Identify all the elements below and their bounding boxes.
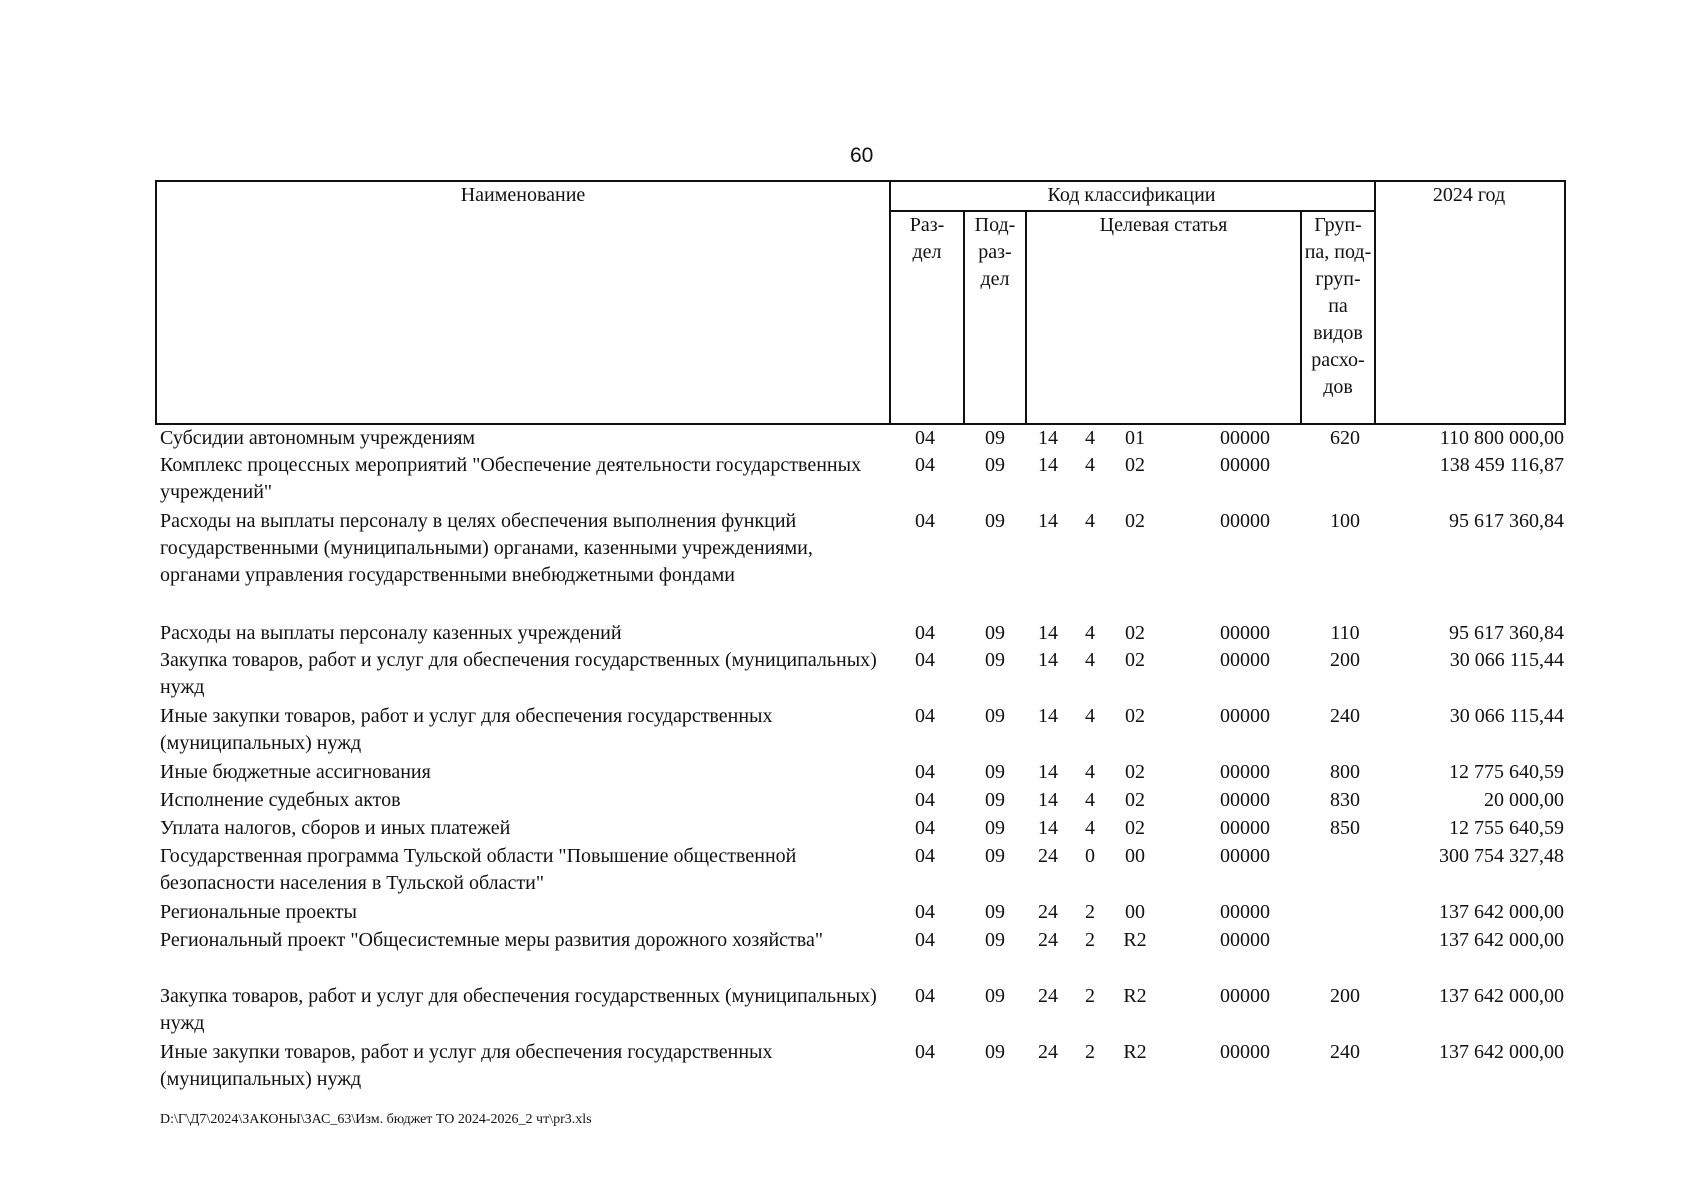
cell-sum: 138 459 116,87 [1439,454,1564,476]
cell-name: Иные бюджетные ассигнования [160,761,431,783]
cell-podrazdel: 09 [985,705,1005,727]
cell-podrazdel: 09 [985,817,1005,839]
cell-cs4: 00000 [1220,901,1270,923]
table-row [155,620,1566,647]
cell-cs4: 00000 [1220,845,1270,867]
cell-razdel: 04 [915,817,935,839]
cell-cs2: 4 [1085,817,1095,839]
cell-razdel: 04 [915,622,935,644]
cell-cs3: 02 [1125,705,1145,727]
cell-cs4: 00000 [1220,649,1270,671]
cell-cs2: 4 [1085,705,1095,727]
cell-cs2: 4 [1085,761,1095,783]
cell-name: Иные закупки товаров, работ и услуг для обеспечения государственных (муниципальных) нужд [160,705,773,754]
table-row [155,647,1566,703]
header-vid-rashodov: Груп- па, под- груп- па видов расхо- дов [1304,214,1372,398]
cell-cs3: 02 [1125,817,1145,839]
table-row [155,452,1566,508]
cell-podrazdel: 09 [985,510,1005,532]
cell-sum: 137 642 000,00 [1439,929,1564,951]
cell-podrazdel: 09 [985,845,1005,867]
header-year: 2024 год [1432,184,1506,206]
cell-cs2: 4 [1085,622,1095,644]
cell-cs3: 01 [1125,427,1145,449]
cell-cs1: 24 [1038,901,1058,923]
cell-cs3: 02 [1125,622,1145,644]
cell-razdel: 04 [915,510,935,532]
cell-cs2: 4 [1085,649,1095,671]
table-row [155,843,1566,899]
cell-razdel: 04 [915,454,935,476]
cell-razdel: 04 [915,901,935,923]
table-row [155,899,1566,927]
cell-cs1: 14 [1038,705,1058,727]
header-razdel: Раз- дел [909,214,945,263]
cell-sum: 137 642 000,00 [1439,1041,1564,1063]
cell-cs1: 24 [1038,845,1058,867]
cell-cs3: 02 [1125,454,1145,476]
cell-podrazdel: 09 [985,901,1005,923]
cell-cs4: 00000 [1220,929,1270,951]
file-path-footer: D:\Г\Д7\2024\ЗАКОНЫ\ЗАС_63\Изм. бюджет ТО 2024-2026_2 чт\pr3.xls [160,1112,592,1127]
cell-cs3: 02 [1125,761,1145,783]
table-row [155,508,1566,620]
cell-podrazdel: 09 [985,622,1005,644]
cell-podrazdel: 09 [985,985,1005,1007]
cell-sum: 95 617 360,84 [1449,622,1564,644]
cell-cs3: 00 [1125,901,1145,923]
cell-cs2: 2 [1085,985,1095,1007]
cell-vr: 800 [1330,761,1360,783]
cell-name: Региональный проект "Общесистемные меры развития дорожного хозяйства" [160,929,823,951]
header-celevaya-statya: Целевая статья [1099,214,1228,236]
cell-razdel: 04 [915,985,935,1007]
cell-cs1: 24 [1038,1041,1058,1063]
cell-podrazdel: 09 [985,454,1005,476]
cell-cs3: 02 [1125,510,1145,532]
cell-name: Региональные проекты [160,901,357,923]
cell-cs2: 2 [1085,901,1095,923]
cell-cs2: 4 [1085,454,1095,476]
cell-vr: 240 [1330,705,1360,727]
cell-sum: 30 066 115,44 [1449,649,1564,671]
cell-name: Государственная программа Тульской области "Повышение общественной безопасности населения в Тульской области" [160,845,797,894]
cell-cs2: 4 [1085,427,1095,449]
cell-cs4: 00000 [1220,1041,1270,1063]
cell-vr: 850 [1330,817,1360,839]
cell-podrazdel: 09 [985,427,1005,449]
cell-vr: 200 [1330,649,1360,671]
header-divider [1025,211,1027,423]
cell-podrazdel: 09 [985,649,1005,671]
cell-cs2: 2 [1085,1041,1095,1063]
cell-sum: 110 800 000,00 [1439,427,1564,449]
header-name: Наименование [460,184,586,206]
cell-podrazdel: 09 [985,789,1005,811]
cell-name: Закупка товаров, работ и услуг для обеспечения государственных (муниципальных) нужд [160,649,877,698]
cell-razdel: 04 [915,761,935,783]
page-number: 60 [850,144,874,167]
cell-sum: 95 617 360,84 [1449,510,1564,532]
cell-cs1: 14 [1038,427,1058,449]
cell-cs4: 00000 [1220,985,1270,1007]
cell-name: Исполнение судебных актов [160,789,401,811]
cell-cs4: 00000 [1220,454,1270,476]
cell-name: Закупка товаров, работ и услуг для обеспечения государственных (муниципальных) нужд [160,985,877,1034]
table-row [155,703,1566,759]
cell-sum: 12 755 640,59 [1449,817,1564,839]
cell-sum: 20 000,00 [1484,789,1564,811]
cell-name: Расходы на выплаты персоналу в целях обеспечения выполнения функций государственными (муниципальными) органами, казенными учреждениями, органами управления государственными внебюджетными фондами [160,510,813,586]
cell-vr: 110 [1330,622,1360,644]
cell-cs1: 14 [1038,622,1058,644]
cell-podrazdel: 09 [985,1041,1005,1063]
cell-cs2: 0 [1085,845,1095,867]
cell-cs3: R2 [1123,929,1147,951]
cell-podrazdel: 09 [985,929,1005,951]
cell-razdel: 04 [915,649,935,671]
cell-name: Уплата налогов, сборов и иных платежей [160,817,511,839]
table-row [155,759,1566,787]
cell-name: Субсидии автономным учреждениям [160,427,476,449]
table-row [155,787,1566,815]
cell-vr: 100 [1330,510,1360,532]
cell-name: Расходы на выплаты персоналу казенных учреждений [160,622,622,644]
cell-cs3: R2 [1123,1041,1147,1063]
cell-cs4: 00000 [1220,789,1270,811]
cell-razdel: 04 [915,789,935,811]
cell-razdel: 04 [915,705,935,727]
table-header [155,180,1566,425]
table-row [155,815,1566,843]
cell-cs1: 14 [1038,510,1058,532]
table-row [155,927,1566,983]
cell-sum: 12 775 640,59 [1449,761,1564,783]
cell-cs1: 14 [1038,789,1058,811]
cell-cs4: 00000 [1220,427,1270,449]
cell-sum: 137 642 000,00 [1439,985,1564,1007]
cell-cs3: 02 [1125,649,1145,671]
cell-cs4: 00000 [1220,761,1270,783]
cell-vr: 620 [1330,427,1360,449]
cell-vr: 830 [1330,789,1360,811]
cell-razdel: 04 [915,427,935,449]
cell-cs2: 4 [1085,510,1095,532]
cell-cs4: 00000 [1220,510,1270,532]
cell-cs3: 02 [1125,789,1145,811]
cell-cs4: 00000 [1220,817,1270,839]
cell-cs3: 00 [1125,845,1145,867]
cell-cs1: 14 [1038,454,1058,476]
header-divider [1374,182,1376,423]
cell-cs1: 14 [1038,649,1058,671]
table-row [155,425,1566,452]
cell-name: Иные закупки товаров, работ и услуг для обеспечения государственных (муниципальных) нужд [160,1041,773,1090]
cell-sum: 137 642 000,00 [1439,901,1564,923]
cell-cs1: 24 [1038,929,1058,951]
cell-vr: 200 [1330,985,1360,1007]
cell-cs1: 24 [1038,985,1058,1007]
table-row [155,1039,1566,1095]
cell-cs4: 00000 [1220,622,1270,644]
header-code-classification: Код классификации [1047,184,1216,206]
cell-cs2: 2 [1085,929,1095,951]
cell-cs1: 14 [1038,761,1058,783]
cell-cs1: 14 [1038,817,1058,839]
cell-razdel: 04 [915,845,935,867]
header-podrazdel: Под- раз- дел [974,214,1016,290]
cell-name: Комплекс процессных мероприятий "Обеспечение деятельности государственных учреждений" [160,454,862,503]
cell-razdel: 04 [915,1041,935,1063]
cell-sum: 30 066 115,44 [1449,705,1564,727]
cell-cs2: 4 [1085,789,1095,811]
cell-podrazdel: 09 [985,761,1005,783]
budget-table-body [155,425,1566,1095]
cell-sum: 300 754 327,48 [1439,845,1564,867]
table-row [155,983,1566,1039]
cell-razdel: 04 [915,929,935,951]
cell-cs3: R2 [1123,985,1147,1007]
cell-cs4: 00000 [1220,705,1270,727]
cell-vr: 240 [1330,1041,1360,1063]
